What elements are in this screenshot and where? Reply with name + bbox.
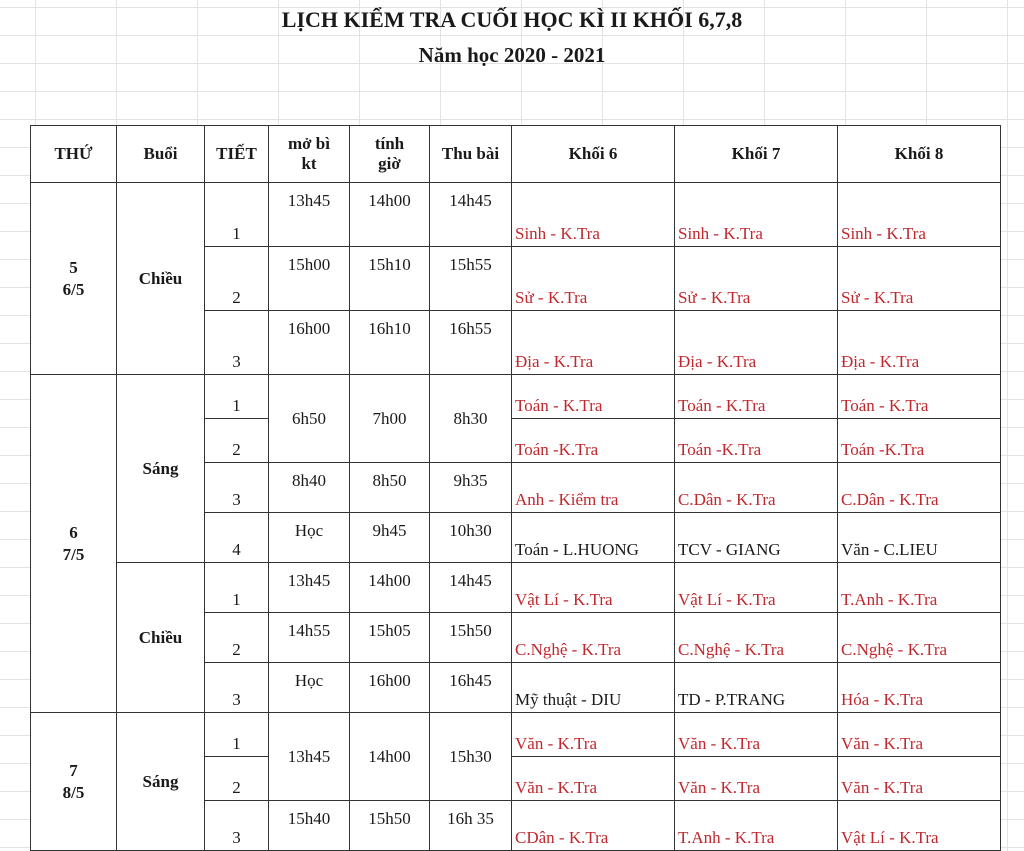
open-time-cell: 8h40 — [269, 463, 350, 513]
grade7-subject-cell: C.Nghệ - K.Tra — [675, 613, 838, 663]
day-date: 7/5 — [62, 544, 85, 564]
grade7-subject-cell: Toán - K.Tra — [675, 375, 838, 419]
grade8-subject-cell: Văn - K.Tra — [838, 713, 1001, 757]
start-time-cell: 14h00 — [350, 563, 430, 613]
period-cell: 3 — [205, 311, 269, 375]
grade7-subject-cell: C.Dân - K.Tra — [675, 463, 838, 513]
session-cell: Chiều — [117, 183, 205, 375]
grade6-subject-cell: Toán - K.Tra — [512, 375, 675, 419]
grade7-subject-cell: Vật Lí - K.Tra — [675, 563, 838, 613]
exam-schedule-table — [30, 125, 1001, 851]
period-cell: 1 — [205, 183, 269, 247]
collect-time-cell: 15h30 — [430, 713, 512, 801]
period-cell: 2 — [205, 757, 269, 801]
period-cell: 1 — [205, 375, 269, 419]
header-open-line1: mở bì — [287, 134, 330, 153]
grade8-subject-cell: Sinh - K.Tra — [838, 183, 1001, 247]
collect-time-cell: 14h45 — [430, 563, 512, 613]
header-collect: Thu bài — [430, 126, 512, 183]
grade6-subject-cell: Anh - Kiểm tra — [512, 463, 675, 513]
open-time-cell: 15h00 — [269, 247, 350, 311]
grade6-subject-cell: Sinh - K.Tra — [512, 183, 675, 247]
session-cell: Chiều — [117, 563, 205, 713]
day-weekday: 7 — [69, 760, 78, 780]
header-row — [31, 126, 1001, 183]
grade6-subject-cell: Sử - K.Tra — [512, 247, 675, 311]
grade8-subject-cell: C.Nghệ - K.Tra — [838, 613, 1001, 663]
grade8-subject-cell: Toán - K.Tra — [838, 375, 1001, 419]
start-time-cell: 8h50 — [350, 463, 430, 513]
period-cell: 2 — [205, 247, 269, 311]
day-cell — [31, 375, 117, 713]
grade7-subject-cell: Văn - K.Tra — [675, 757, 838, 801]
grade8-subject-cell: Văn - C.LIEU — [838, 513, 1001, 563]
collect-time-cell: 16h55 — [430, 311, 512, 375]
table-row — [31, 183, 1001, 247]
page-title: LỊCH KIỂM TRA CUỐI HỌC KÌ II KHỐI 6,7,8 — [281, 7, 743, 32]
start-time-cell: 15h05 — [350, 613, 430, 663]
collect-time-cell: 8h30 — [430, 375, 512, 463]
grade6-subject-cell: Toán - L.HUONG — [512, 513, 675, 563]
header-open-line2: kt — [301, 154, 317, 173]
collect-time-cell: 16h45 — [430, 663, 512, 713]
start-time-cell: 15h50 — [350, 801, 430, 851]
grade7-subject-cell: Văn - K.Tra — [675, 713, 838, 757]
open-time-cell: 13h45 — [269, 183, 350, 247]
day-date: 6/5 — [62, 279, 85, 299]
start-time-cell: 7h00 — [350, 375, 430, 463]
open-time-cell: 13h45 — [269, 713, 350, 801]
grade6-subject-cell: Địa - K.Tra — [512, 311, 675, 375]
header-grade8: Khối 8 — [838, 126, 1001, 183]
open-time-cell: 16h00 — [269, 311, 350, 375]
header-start — [350, 126, 430, 183]
collect-time-cell: 9h35 — [430, 463, 512, 513]
grade7-subject-cell: Sinh - K.Tra — [675, 183, 838, 247]
period-cell: 3 — [205, 463, 269, 513]
period-cell: 4 — [205, 513, 269, 563]
start-time-cell: 9h45 — [350, 513, 430, 563]
grade6-subject-cell: C.Nghệ - K.Tra — [512, 613, 675, 663]
grade8-subject-cell: T.Anh - K.Tra — [838, 563, 1001, 613]
open-time-cell: 13h45 — [269, 563, 350, 613]
table-row — [31, 563, 1001, 613]
grade8-subject-cell: C.Dân - K.Tra — [838, 463, 1001, 513]
open-time-cell: 6h50 — [269, 375, 350, 463]
grade8-subject-cell: Toán -K.Tra — [838, 419, 1001, 463]
grade8-subject-cell: Văn - K.Tra — [838, 757, 1001, 801]
start-time-cell: 14h00 — [350, 713, 430, 801]
period-cell: 3 — [205, 663, 269, 713]
grade7-subject-cell: T.Anh - K.Tra — [675, 801, 838, 851]
collect-time-cell: 16h 35 — [430, 801, 512, 851]
collect-time-cell: 14h45 — [430, 183, 512, 247]
grade6-subject-cell: Mỹ thuật - DIU — [512, 663, 675, 713]
period-cell: 3 — [205, 801, 269, 851]
day-weekday: 6 — [69, 522, 78, 542]
grade8-subject-cell: Hóa - K.Tra — [838, 663, 1001, 713]
header-start-line2: giờ — [378, 154, 401, 173]
header-period: TIẾT — [205, 126, 269, 183]
grade6-subject-cell: CDân - K.Tra — [512, 801, 675, 851]
school-year-subtitle: Năm học 2020 - 2021 — [418, 43, 606, 67]
grade7-subject-cell: TD - P.TRANG — [675, 663, 838, 713]
grade8-subject-cell: Vật Lí - K.Tra — [838, 801, 1001, 851]
open-time-cell: 14h55 — [269, 613, 350, 663]
header-grade7: Khối 7 — [675, 126, 838, 183]
grade8-subject-cell: Sử - K.Tra — [838, 247, 1001, 311]
period-cell: 2 — [205, 613, 269, 663]
period-cell: 2 — [205, 419, 269, 463]
open-time-cell: Học — [269, 513, 350, 563]
table-row — [31, 713, 1001, 757]
period-cell: 1 — [205, 713, 269, 757]
grade7-subject-cell: Toán -K.Tra — [675, 419, 838, 463]
header-open — [269, 126, 350, 183]
header-grade6: Khối 6 — [512, 126, 675, 183]
grade6-subject-cell: Văn - K.Tra — [512, 757, 675, 801]
grade6-subject-cell: Văn - K.Tra — [512, 713, 675, 757]
start-time-cell: 15h10 — [350, 247, 430, 311]
day-cell — [31, 713, 117, 851]
collect-time-cell: 15h50 — [430, 613, 512, 663]
header-session: Buổi — [117, 126, 205, 183]
collect-time-cell: 15h55 — [430, 247, 512, 311]
day-weekday: 5 — [69, 257, 78, 277]
grade6-subject-cell: Vật Lí - K.Tra — [512, 563, 675, 613]
start-time-cell: 14h00 — [350, 183, 430, 247]
start-time-cell: 16h10 — [350, 311, 430, 375]
grade7-subject-cell: Sử - K.Tra — [675, 247, 838, 311]
open-time-cell: 15h40 — [269, 801, 350, 851]
grade7-subject-cell: TCV - GIANG — [675, 513, 838, 563]
session-cell: Sáng — [117, 375, 205, 563]
day-date: 8/5 — [62, 782, 85, 802]
grade8-subject-cell: Địa - K.Tra — [838, 311, 1001, 375]
session-cell: Sáng — [117, 713, 205, 851]
header-day: THỨ — [31, 126, 117, 183]
grade7-subject-cell: Địa - K.Tra — [675, 311, 838, 375]
day-cell — [31, 183, 117, 375]
grade6-subject-cell: Toán -K.Tra — [512, 419, 675, 463]
collect-time-cell: 10h30 — [430, 513, 512, 563]
table-row — [31, 375, 1001, 419]
open-time-cell: Học — [269, 663, 350, 713]
start-time-cell: 16h00 — [350, 663, 430, 713]
period-cell: 1 — [205, 563, 269, 613]
header-start-line1: tính — [374, 134, 405, 153]
